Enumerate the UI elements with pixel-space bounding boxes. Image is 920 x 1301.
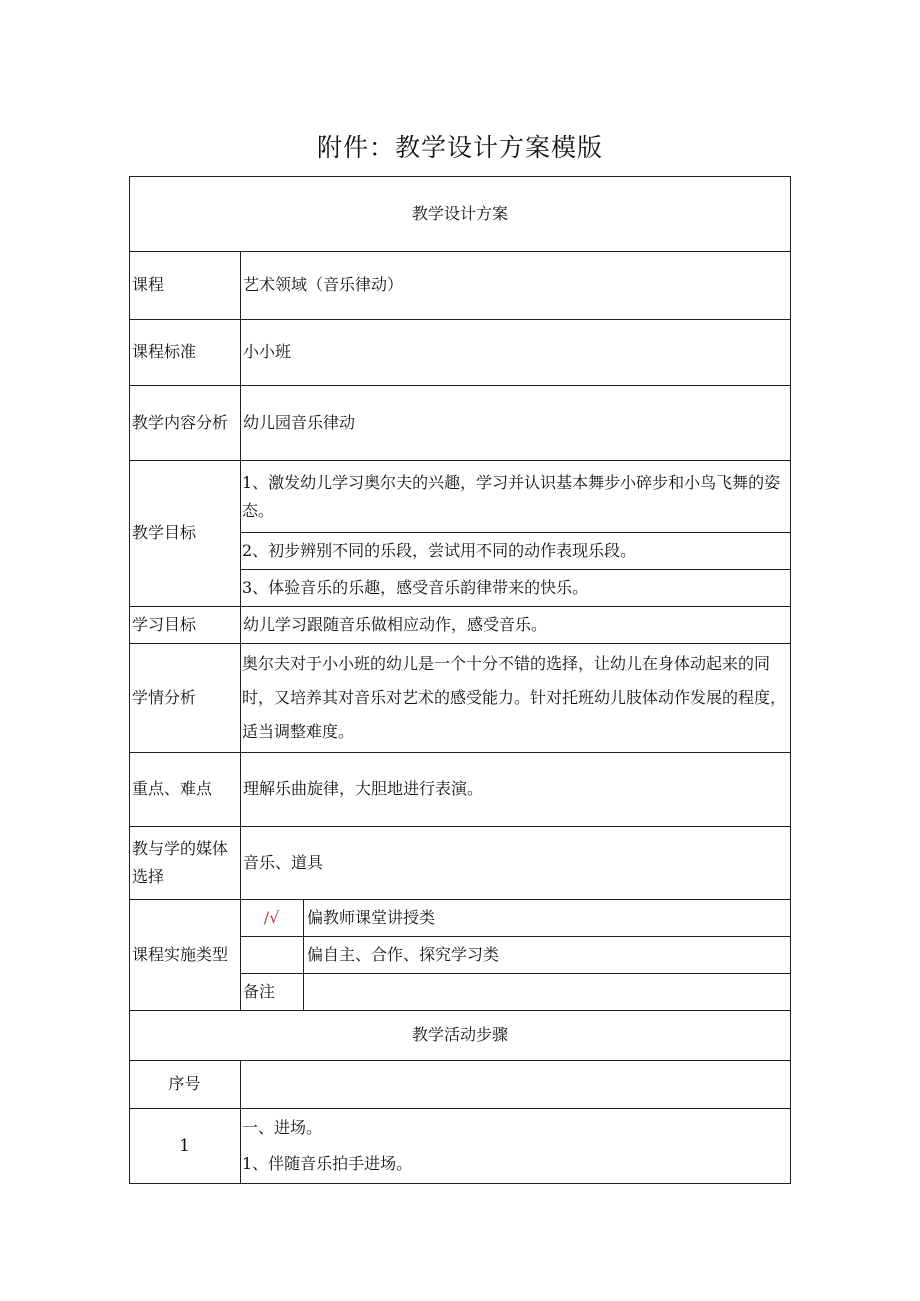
course-label: 课程	[132, 275, 165, 294]
implementation-label: 课程实施类型	[132, 944, 229, 964]
step-line: 一、进场。	[242, 1118, 323, 1137]
option-self-directed: 偏自主、合作、探究学习类	[307, 944, 500, 964]
option-teacher-led: 偏教师课堂讲授类	[307, 907, 436, 927]
objective-item: 1、激发幼儿学习奥尔夫的兴趣，学习并认识基本舞步小碎步和小鸟飞舞的姿态。	[242, 473, 781, 520]
learning-goal-value: 幼儿学习跟随音乐做相应动作，感受音乐。	[243, 614, 548, 634]
objective-item: 2、初步辨别不同的乐段，尝试用不同的动作表现乐段。	[242, 540, 637, 560]
seq-label: 序号	[168, 1074, 201, 1093]
media-value: 音乐、道具	[243, 852, 324, 872]
steps-header: 教学活动步骤	[411, 1025, 508, 1044]
objectives-label: 教学目标	[132, 523, 197, 542]
key-points-value: 理解乐曲旋律，大胆地进行表演。	[243, 779, 484, 798]
media-label: 教与学的媒体选择	[132, 838, 229, 886]
step-line: 1、伴随音乐拍手进场。	[242, 1154, 413, 1173]
check-mark-icon: /√	[263, 907, 280, 927]
remark-label: 备注	[243, 981, 276, 1001]
lesson-plan-table	[129, 176, 791, 1184]
content-label: 教学内容分析	[132, 412, 229, 432]
table-header: 教学设计方案	[411, 203, 508, 223]
standard-value: 小小班	[243, 342, 292, 361]
standard-label: 课程标准	[132, 342, 197, 361]
key-points-label: 重点、难点	[132, 779, 213, 798]
learner-analysis-label: 学情分析	[132, 687, 197, 707]
step-number: 1	[179, 1135, 190, 1156]
objective-item: 3、体验音乐的乐趣，感受音乐韵律带来的快乐。	[242, 577, 589, 597]
learning-goal-label: 学习目标	[132, 614, 197, 634]
page-title: 附件：教学设计方案模版	[316, 133, 603, 162]
course-value: 艺术领域（音乐律动）	[243, 275, 404, 294]
content-value: 幼儿园音乐律动	[243, 412, 356, 432]
learner-analysis-value: 奥尔夫对于小小班的幼儿是一个十分不错的选择，让幼儿在身体动起来的同时，又培养其对音乐对艺术的感受能力。针对托班幼儿肢体动作发展的程度，适当调整难度。	[242, 653, 787, 741]
